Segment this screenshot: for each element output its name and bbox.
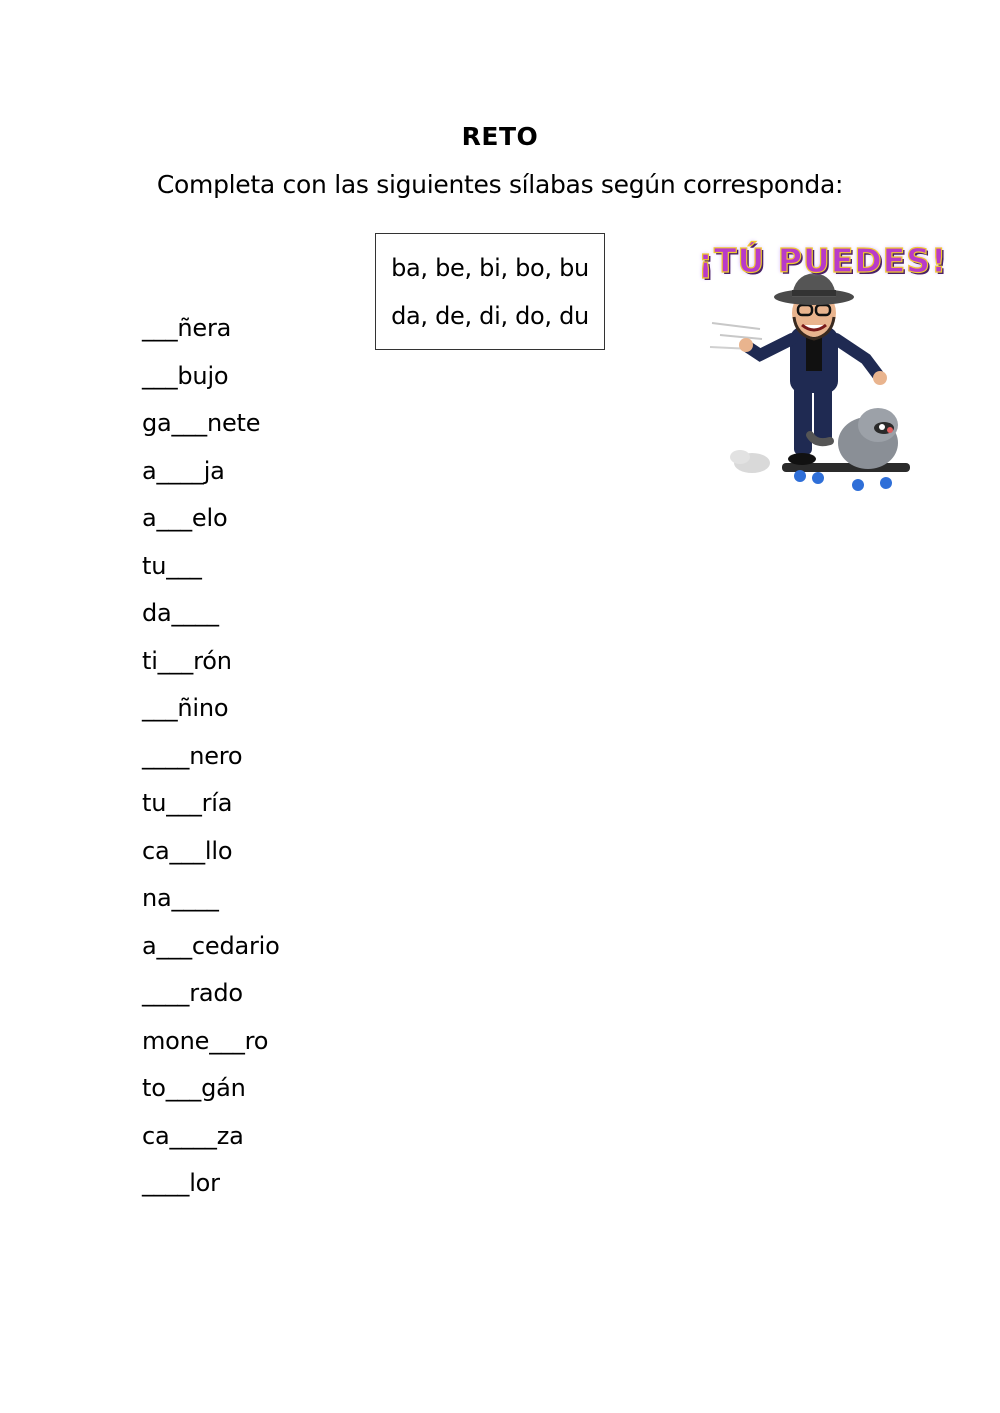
syllable-box [375,233,605,350]
exercise-item: ___ñino [142,694,229,722]
exercise-item: a____ja [142,456,225,485]
encouragement-sticker [690,235,965,505]
instruction-text: Completa con las siguientes sílabas según corresponda: [156,170,844,199]
exercise-item: ____lor [142,1169,220,1197]
exercise-item: ____rado [142,979,243,1007]
exercise-item: da____ [142,599,219,627]
exercise-item: a___cedario [142,931,280,960]
exercise-item: a___elo [142,504,228,532]
syllable-line-d: da, de, di, do, du [391,302,589,330]
exercise-item: tu___ría [142,789,233,817]
exercise-item: ti___rón [142,646,232,675]
exercise-item: to___gán [142,1074,246,1102]
exercise-item: ___ñera [142,314,232,342]
exercise-item: na____ [142,884,219,912]
exercise-item: mone___ro [142,1026,269,1055]
exercise-item: tu___ [142,551,202,580]
exercise-item: ____nero [142,741,243,770]
exercise-item: ga___nete [142,409,261,437]
exercise-item: ca____za [142,1121,244,1150]
worksheet-title: RETO [461,122,539,151]
exercise-item: ca___llo [142,836,233,865]
exercise-item: ___bujo [142,361,229,390]
syllable-line-b: ba, be, bi, bo, bu [391,254,589,282]
exercise-list [142,312,280,1215]
tu-puedes-sticker-text: ¡TÚ PUEDES! [698,241,948,280]
